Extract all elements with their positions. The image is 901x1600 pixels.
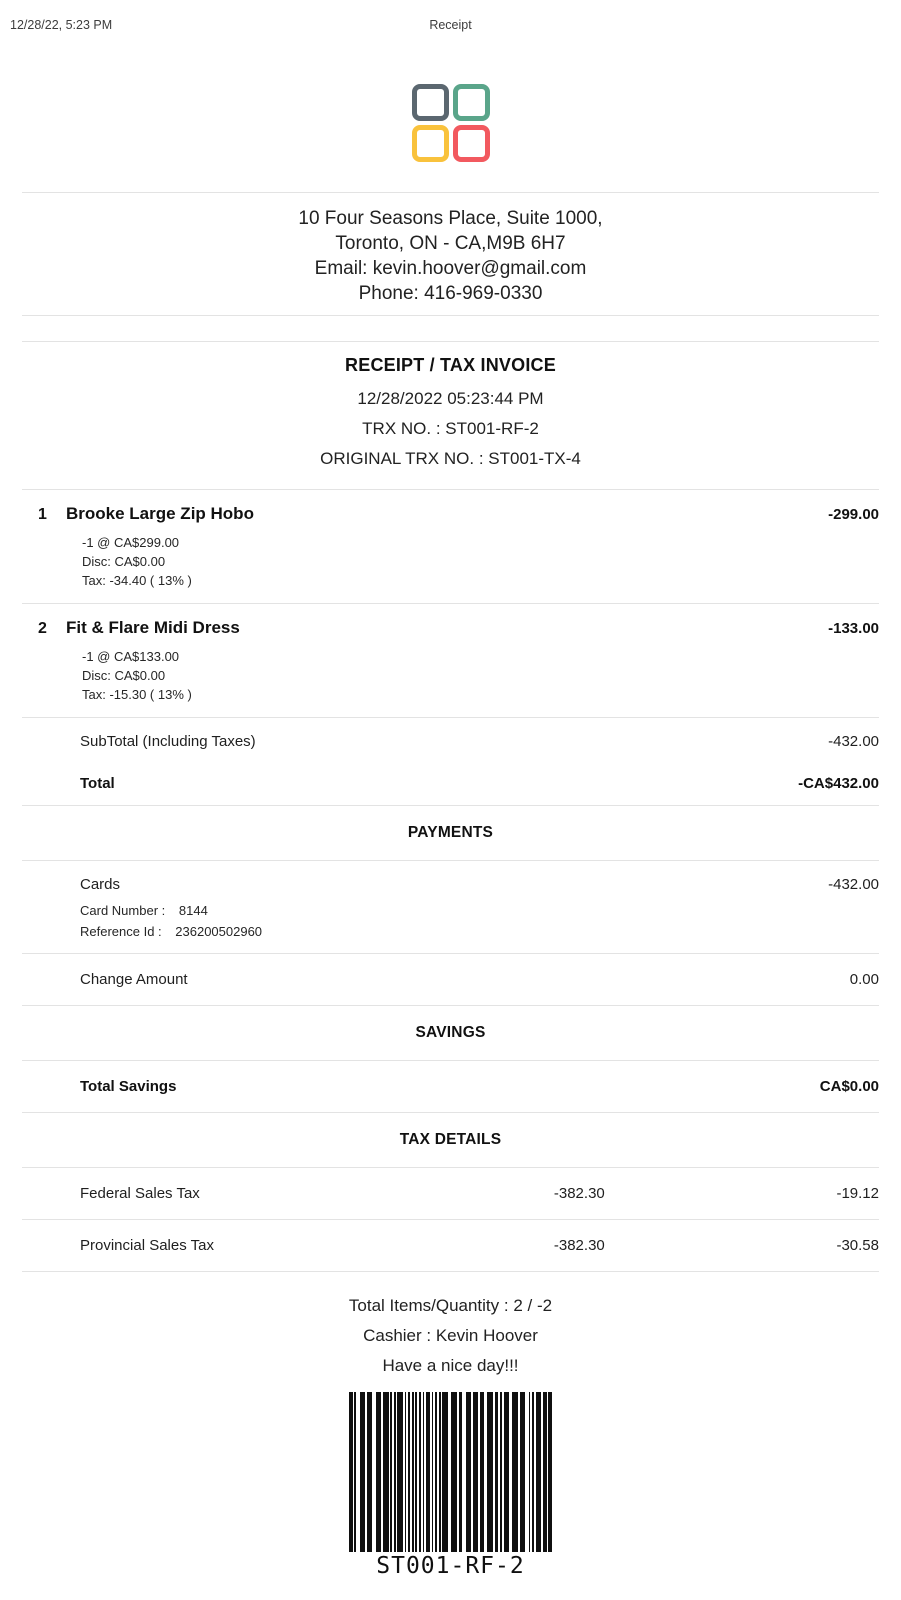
store-phone: Phone: 416-969-0330 bbox=[358, 283, 543, 304]
item-tax: Tax: -34.40 ( 13% ) bbox=[82, 573, 192, 588]
item-index: 1 bbox=[38, 506, 47, 523]
logo-square-gray bbox=[412, 84, 449, 121]
reference-id-row bbox=[80, 921, 879, 942]
tax-name: Federal Sales Tax bbox=[80, 1185, 200, 1202]
barcode-label: ST001-RF-2 bbox=[376, 1553, 525, 1579]
subtotal-row bbox=[22, 733, 879, 750]
print-header bbox=[0, 0, 901, 32]
tax-name: Provincial Sales Tax bbox=[80, 1237, 214, 1254]
total-label: Total bbox=[80, 775, 115, 792]
tax-amount: -19.12 bbox=[836, 1185, 879, 1202]
tax-taxable-amount: -382.30 bbox=[553, 1185, 605, 1202]
change-amount-value: 0.00 bbox=[849, 971, 879, 988]
store-address-block bbox=[22, 193, 879, 315]
four-squares-logo-icon bbox=[412, 84, 490, 162]
trx-number: TRX NO. : ST001-RF-2 bbox=[362, 419, 539, 438]
reference-id-label: Reference Id : bbox=[80, 924, 162, 939]
tax-taxable-amount: -382.30 bbox=[553, 1237, 605, 1254]
item-name: Brooke Large Zip Hobo bbox=[66, 504, 254, 523]
spacer-band bbox=[22, 316, 879, 341]
total-items-line: Total Items/Quantity : 2 / -2 bbox=[348, 1296, 553, 1315]
item-amount: -133.00 bbox=[828, 620, 879, 637]
payment-method-label: Cards bbox=[80, 876, 121, 893]
total-savings-section bbox=[22, 1061, 879, 1112]
card-number-label: Card Number : bbox=[80, 903, 166, 918]
payment-method-section bbox=[22, 861, 879, 953]
card-number-row bbox=[80, 900, 879, 921]
tax-row bbox=[22, 1220, 879, 1271]
savings-heading: SAVINGS bbox=[415, 1024, 486, 1041]
receipt-datetime: 12/28/2022 05:23:44 PM bbox=[357, 389, 544, 408]
line-item bbox=[22, 490, 879, 603]
total-value: -CA$432.00 bbox=[798, 775, 879, 792]
print-datetime: 12/28/22, 5:23 PM bbox=[10, 18, 113, 32]
logo-square-yellow bbox=[412, 125, 449, 162]
tax-amount: -30.58 bbox=[836, 1237, 879, 1254]
line-item bbox=[22, 604, 879, 717]
total-savings-row bbox=[22, 1078, 879, 1095]
store-logo bbox=[0, 84, 901, 162]
item-name: Fit & Flare Midi Dress bbox=[66, 618, 240, 637]
tax-row bbox=[22, 1168, 879, 1219]
payment-meta bbox=[80, 900, 879, 942]
line-item-header bbox=[22, 618, 879, 638]
receipt-footer bbox=[22, 1272, 879, 1579]
print-title: Receipt bbox=[429, 18, 472, 32]
payment-method-row bbox=[22, 876, 879, 893]
item-index: 2 bbox=[38, 620, 47, 637]
change-amount-label: Change Amount bbox=[80, 971, 188, 988]
receipt-header bbox=[22, 342, 879, 489]
address-line-1: 10 Four Seasons Place, Suite 1000, bbox=[298, 208, 603, 229]
item-qty-price: -1 @ CA$133.00 bbox=[82, 649, 180, 664]
receipt-title: RECEIPT / TAX INVOICE bbox=[345, 355, 556, 375]
card-number-value: 8144 bbox=[178, 903, 208, 918]
subtotal-label: SubTotal (Including Taxes) bbox=[80, 733, 256, 750]
total-savings-value: CA$0.00 bbox=[819, 1078, 879, 1095]
logo-square-red bbox=[453, 125, 490, 162]
cashier-line: Cashier : Kevin Hoover bbox=[363, 1326, 538, 1345]
reference-id-value: 236200502960 bbox=[175, 924, 263, 939]
item-amount: -299.00 bbox=[828, 506, 879, 523]
change-amount-section bbox=[22, 954, 879, 1005]
tax-details-heading: TAX DETAILS bbox=[399, 1131, 502, 1148]
payments-heading: PAYMENTS bbox=[407, 824, 494, 841]
barcode bbox=[22, 1392, 879, 1552]
subtotal-value: -432.00 bbox=[828, 733, 879, 750]
thank-you-message: Have a nice day!!! bbox=[382, 1356, 519, 1375]
totals-section bbox=[22, 718, 879, 805]
total-savings-label: Total Savings bbox=[80, 1078, 177, 1095]
payment-method-value: -432.00 bbox=[828, 876, 879, 893]
item-discount: Disc: CA$0.00 bbox=[82, 554, 166, 569]
item-tax: Tax: -15.30 ( 13% ) bbox=[82, 687, 192, 702]
line-item-header bbox=[22, 504, 879, 524]
line-item-details bbox=[82, 647, 879, 704]
address-line-2: Toronto, ON - CA,M9B 6H7 bbox=[335, 233, 566, 254]
item-qty-price: -1 @ CA$299.00 bbox=[82, 535, 180, 550]
store-email: Email: kevin.hoover@gmail.com bbox=[314, 258, 587, 279]
item-discount: Disc: CA$0.00 bbox=[82, 668, 166, 683]
receipt-body bbox=[22, 192, 879, 1579]
original-trx-number: ORIGINAL TRX NO. : ST001-TX-4 bbox=[320, 449, 581, 468]
line-item-details bbox=[82, 533, 879, 590]
change-amount-row bbox=[22, 971, 879, 988]
total-row bbox=[22, 775, 879, 792]
logo-square-green bbox=[453, 84, 490, 121]
